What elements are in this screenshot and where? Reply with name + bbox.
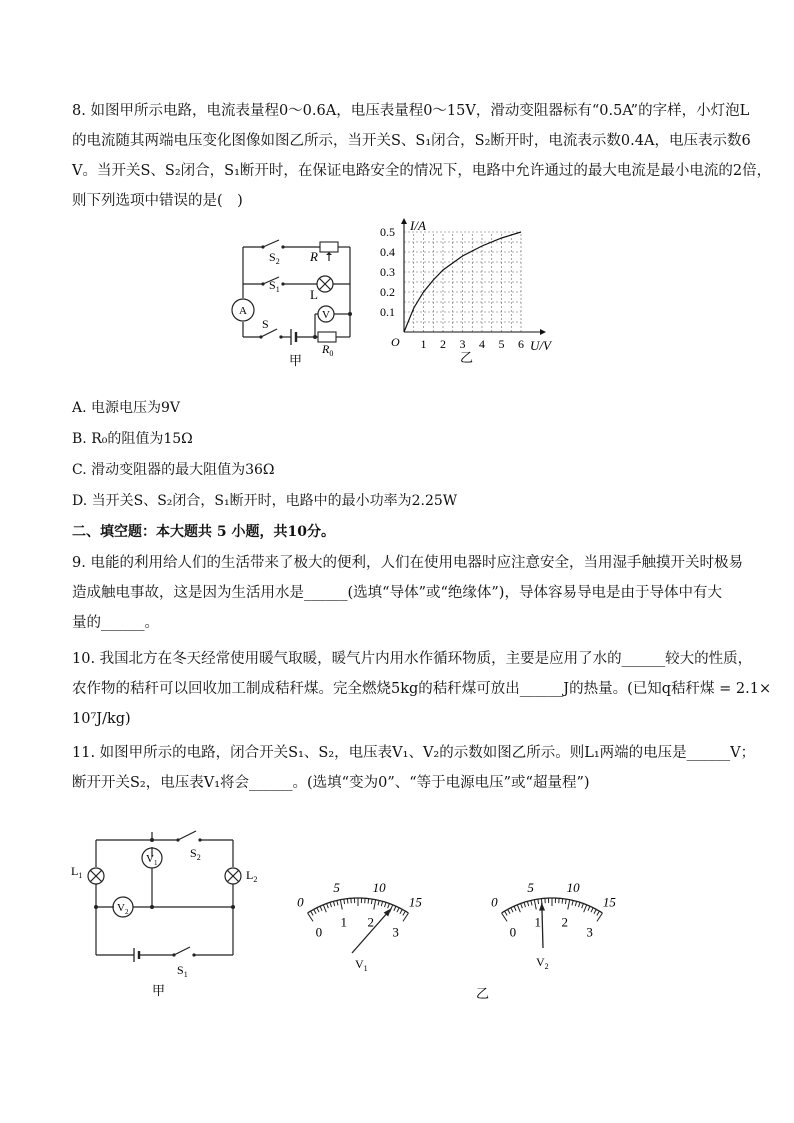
dial-tick: [320, 906, 322, 911]
dial-tick: [327, 904, 329, 909]
dial-outer-tick-label: 5: [527, 879, 534, 895]
q11-s1-label: $S_1$: [177, 963, 188, 979]
q8-option-c: C. 滑动变阻器的最大阻值为36Ω: [72, 462, 275, 478]
dial-meter-label: $V_1$: [355, 957, 368, 973]
dial-tick: [591, 908, 593, 912]
dial-tick: [314, 909, 316, 913]
dial-tick: [582, 904, 584, 909]
dial-tick: [531, 900, 532, 905]
question-11-text: [72, 738, 756, 798]
dial-tick: [323, 905, 326, 912]
dial-tick: [344, 899, 345, 904]
q8-s1-label: $S_1$: [269, 278, 280, 294]
question-8-text: [72, 96, 772, 216]
dial-tick: [384, 902, 386, 907]
q8-line-3: V。当开关S、S₂闭合，S₁断开时，在保证电路安全的情况下，电路中允许通过的最大电流是最小电流的2倍，: [72, 163, 772, 179]
dial-tick: [333, 901, 334, 906]
dial-tick: [584, 905, 587, 912]
dial-inner-tick-label: 0: [509, 924, 517, 940]
q8-ylabel: I/A: [410, 218, 426, 233]
q8-y-arrow: [401, 218, 407, 224]
q11-line-2: 断开开关S₂，电压表V₁将会______。(选填“变为0”、“等于电源电压”或“超量程”): [72, 775, 590, 791]
q8-fig-yi-label: 乙: [460, 350, 474, 365]
q8-option-d: D. 当开关S、S₂闭合，S₁断开时，电路中的最小功率为2.25W: [72, 493, 458, 509]
q8-ytick-label: 0.4: [380, 245, 395, 259]
q11-fig-jia-label: 甲: [152, 983, 166, 998]
dial-tick: [514, 906, 516, 911]
q11-voltmeter-dials: [260, 860, 660, 1005]
q8-line-1: 8. 如图甲所示电路，电流表量程0～0.6A，电压表量程0～15V，滑动变阻器标有“0.5A”的字样，小灯泡L: [72, 103, 750, 119]
dial-tick: [368, 899, 369, 904]
dial-inner-tick-label: 0: [315, 924, 323, 940]
dial-tick: [521, 904, 523, 909]
dial-tick: [568, 900, 570, 910]
dial-tick: [527, 901, 528, 906]
dial-outer-tick-label: 0: [491, 894, 498, 910]
q8-xtick-label: 3: [459, 337, 466, 351]
dial-inner-tick-label: 2: [561, 914, 568, 930]
q8-ytick-label: 0.3: [380, 265, 395, 279]
dial-tick: [394, 906, 396, 911]
dial-needle-arrow: [539, 903, 545, 911]
dial-tick: [378, 900, 379, 905]
dial-tick: [340, 900, 342, 910]
question-10-text: [72, 644, 772, 734]
q8-ammeter-label: A: [239, 305, 247, 317]
dial-inner-tick-label: 1: [534, 914, 542, 930]
dial-outer-tick-label: 5: [333, 879, 340, 895]
dial-tick: [524, 902, 526, 907]
dial-tick: [311, 911, 314, 915]
q8-option-a: A. 电源电压为9V: [72, 400, 181, 416]
dial-outer-tick-label: 10: [372, 879, 386, 895]
q8-ytick-label: 0.2: [380, 285, 395, 299]
q9-line-3: 量的______。: [72, 615, 159, 631]
dial-tick: [597, 911, 600, 915]
q8-origin-label: O: [391, 335, 400, 349]
q11-s2-label: $S_2$: [190, 846, 201, 862]
q11-l1-label: $L_1$: [71, 864, 83, 880]
q8-r-label: R: [310, 249, 318, 264]
q8-s2-label: $S_2$: [269, 250, 280, 266]
q11-fig-yi-label: 乙: [476, 986, 490, 1001]
dial-meter-label: $V_2$: [536, 955, 549, 971]
dial-tick: [588, 906, 590, 911]
dial-tick: [517, 905, 520, 912]
q8-voltmeter-label: V: [322, 309, 330, 321]
q11-l2-label: $L_2$: [246, 868, 258, 884]
q8-xtick-label: 1: [420, 337, 427, 351]
dial-tick: [562, 899, 563, 904]
q8-l-label: L: [310, 287, 318, 302]
dial-tick: [534, 900, 536, 910]
q8-line-4: 则下列选项中错误的是( ): [72, 193, 243, 209]
q11-v2-meter-label: $V_2$: [117, 902, 129, 916]
q10-line-1: 10. 我国北方在冬天经常使用暖气取暖，暖气片内用水作循环物质，主要是应用了水的______较大的性质，: [72, 651, 753, 667]
q8-circuit-diagram: [225, 225, 375, 370]
dial-inner-tick-label: 1: [340, 914, 348, 930]
dial-tick: [397, 908, 399, 912]
q8-ytick-label: 0.5: [380, 225, 395, 239]
q10-line-3: 10⁷J/kg): [72, 711, 131, 727]
q8-iu-graph: [378, 216, 568, 366]
dial-tick: [538, 899, 539, 904]
dial-tick: [381, 901, 382, 906]
dial-tick: [508, 909, 510, 913]
q8-xtick-label: 4: [479, 337, 485, 351]
q8-ytick-label: 0.1: [380, 305, 395, 319]
dial-tick: [388, 904, 390, 909]
v1-dial: [297, 880, 422, 973]
dial-tick: [575, 901, 576, 906]
dial-inner-tick-label: 2: [367, 914, 374, 930]
q8-x-arrow: [540, 329, 546, 335]
q11-circuit-diagram: [66, 825, 256, 1000]
q8-r0-label: $R_0$: [322, 342, 334, 358]
dial-outer-tick-label: 10: [566, 879, 580, 895]
dial-tick: [505, 911, 508, 915]
dial-tick: [400, 909, 402, 913]
dial-tick: [572, 900, 573, 905]
dial-inner-tick-label: 3: [586, 924, 593, 940]
dial-tick: [317, 908, 319, 912]
q8-xtick-label: 5: [498, 337, 505, 351]
q10-line-2: 农作物的秸秆可以回收加工制成秸秆煤。完全燃烧5kg的秸秆煤可放出______J的热量。(已知q秸秆煤 = 2.1×: [72, 681, 772, 697]
dial-inner-tick-label: 3: [392, 924, 399, 940]
dial-tick: [330, 902, 332, 907]
q8-line-2: 的电流随其两端电压变化图像如图乙所示，当开关S、S₁闭合，S₂断开时，电流表示数0.4A，电压表示数6: [72, 133, 751, 149]
q8-xtick-label: 6: [518, 337, 524, 351]
dial-tick: [594, 909, 596, 913]
dial-tick: [565, 899, 566, 904]
v2-dial: [491, 880, 616, 971]
dial-tick: [578, 902, 580, 907]
q8-xlabel: U/V: [530, 338, 551, 353]
dial-tick: [511, 908, 513, 912]
dial-outer-tick-label: 0: [297, 894, 304, 910]
q8-option-b: B. R₀的阻值为15Ω: [72, 431, 193, 447]
section-2-heading: 二、填空题：本大题共 5 小题，共10分。: [72, 524, 335, 540]
dial-tick: [337, 900, 338, 905]
dial-tick: [374, 900, 376, 910]
question-9-text: [72, 548, 743, 638]
q8-xtick-label: 2: [440, 337, 446, 351]
dial-outer-tick-label: 15: [602, 894, 616, 910]
q11-line-1: 11. 如图甲所示的电路，闭合开关S₁、S₂，电压表V₁、V₂的示数如图乙所示。则L₁两端的电压是______V；: [72, 745, 756, 761]
q11-v1-meter-label: $V_1$: [146, 853, 158, 867]
q9-line-2: 造成触电事故，这是因为生活用水是______(选填“导体”或“绝缘体”)，导体容易导电是由于导体中有大: [72, 585, 722, 601]
dial-outer-tick-label: 15: [408, 894, 422, 910]
dial-tick: [403, 911, 406, 915]
q8-s-label: S: [262, 317, 269, 331]
dial-tick: [371, 899, 372, 904]
q9-line-1: 9. 电能的利用给人们的生活带来了极大的便利，人们在使用电器时应注意安全，当用湿手触摸开关时极易: [72, 555, 743, 571]
dial-tick: [347, 899, 348, 904]
q8-fig-jia-label: 甲: [289, 353, 303, 368]
